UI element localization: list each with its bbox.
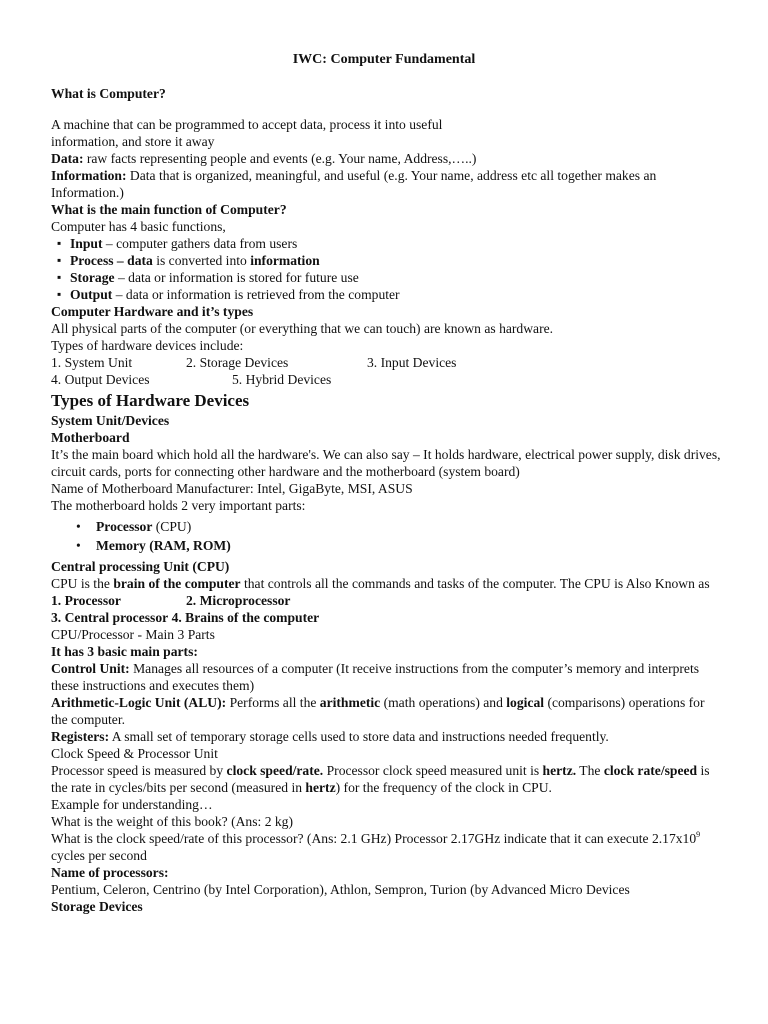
list-item: 2. Microprocessor (186, 593, 291, 608)
heading-main-function: What is the main function of Computer? (51, 202, 287, 217)
cpu-names-row-2 (51, 609, 721, 626)
information-definition: Information: Data that is organized, meaningful, and useful (e.g. Your name, address etc all together makes an Information.) (51, 168, 657, 200)
hardware-types-intro: Types of hardware devices include: (51, 338, 244, 353)
data-definition: Data: raw facts representing people and events (e.g. Your name, Address,…..) (51, 151, 477, 166)
list-item: ▪ Storage – data or information is stored for future use (51, 269, 721, 286)
alu-definition: Arithmetic-Logic Unit (ALU): Performs all the arithmetic (math operations) and logical (comparisons) operations for the computer. (51, 695, 705, 727)
list-item: ▪ Output – data or information is retrieved from the computer (51, 286, 721, 303)
heading-what-is-computer: What is Computer? (51, 86, 166, 101)
list-item: 4. Output Devices (51, 372, 150, 387)
heading-motherboard: Motherboard (51, 430, 130, 445)
list-item: 5. Hybrid Devices (232, 372, 332, 387)
heading-cpu: Central processing Unit (CPU) (51, 559, 230, 574)
document-body (51, 85, 721, 915)
motherboard-parts-list (51, 517, 721, 555)
clock-question: What is the clock speed/rate of this processor? (Ans: 2.1 GHz) Processor 2.17GHz indicate that it can execute $2.17x10^9$ cycles per second (51, 830, 701, 863)
list-item: 3. Central processor (51, 610, 169, 625)
list-item: 4. Brains of the computer (171, 610, 320, 625)
motherboard-manufacturers: Name of Motherboard Manufacturer: Intel, GigaByte, MSI, ASUS (51, 481, 413, 496)
list-item: • Memory (RAM, ROM) (51, 536, 721, 555)
heading-processor-names: Name of processors: (51, 865, 169, 880)
cpu-names-row-1 (51, 592, 721, 609)
hardware-types-row-1 (51, 354, 721, 371)
list-item: 1. System Unit (51, 355, 133, 370)
example-line: Example for understanding… (51, 797, 213, 812)
list-item: • Processor (CPU) (51, 517, 721, 536)
heading-types-of-hardware: Types of Hardware Devices (51, 391, 250, 410)
cpu-description: CPU is the brain of the computer that controls all the commands and tasks of the computer. The CPU is Also Known as (51, 576, 710, 591)
list-item: ▪ Input – computer gathers data from users (51, 235, 721, 252)
heading-basic-parts: It has 3 basic main parts: (51, 644, 198, 659)
list-item: 1. Processor (51, 593, 121, 608)
heading-hardware-types: Computer Hardware and it’s types (51, 304, 254, 319)
processor-names: Pentium, Celeron, Centrino (by Intel Corporation), Athlon, Sempron, Turion (by Advanced Micro Devices (51, 882, 630, 897)
page-title: IWC: Computer Fundamental (292, 52, 476, 67)
list-item: ▪ Process – data is converted into information (51, 252, 721, 269)
functions-intro: Computer has 4 basic functions, (51, 219, 226, 234)
registers-definition: Registers: A small set of temporary storage cells used to store data and instructions needed frequently. (51, 729, 609, 744)
hardware-types-row-2 (51, 371, 721, 388)
motherboard-parts-intro: The motherboard holds 2 very important parts: (51, 498, 306, 513)
clock-speed-heading: Clock Speed & Processor Unit (51, 746, 218, 761)
clock-speed-description: Processor speed is measured by clock speed/rate. Processor clock speed measured unit is hertz. The clock rate/speed is the rate in cycles/bits per second (measured in hertz) for the frequency of the clock in CPU. (51, 763, 710, 795)
functions-list (51, 235, 721, 303)
heading-system-unit: System Unit/Devices (51, 413, 170, 428)
control-unit-definition: Control Unit: Manages all resources of a computer (It receive instructions from the computer’s memory and interprets these instructions and executes them) (51, 661, 700, 693)
weight-question: What is the weight of this book? (Ans: 2 kg) (51, 814, 294, 829)
cpu-parts-line: CPU/Processor - Main 3 Parts (51, 627, 215, 642)
motherboard-description: It’s the main board which hold all the hardware's. We can also say – It holds hardware, electrical power supply, disk drives, circuit cards, ports for connecting other hardware and the motherboard (system board) (51, 447, 721, 479)
hardware-definition: All physical parts of the computer (or everything that we can touch) are known as hardware. (51, 321, 554, 336)
heading-storage-devices: Storage Devices (51, 899, 143, 914)
definition-line-2: information, and store it away (51, 134, 215, 149)
list-item: 2. Storage Devices (186, 355, 289, 370)
list-item: 3. Input Devices (367, 355, 457, 370)
definition-line-1: A machine that can be programmed to accept data, process it into useful (51, 117, 443, 132)
